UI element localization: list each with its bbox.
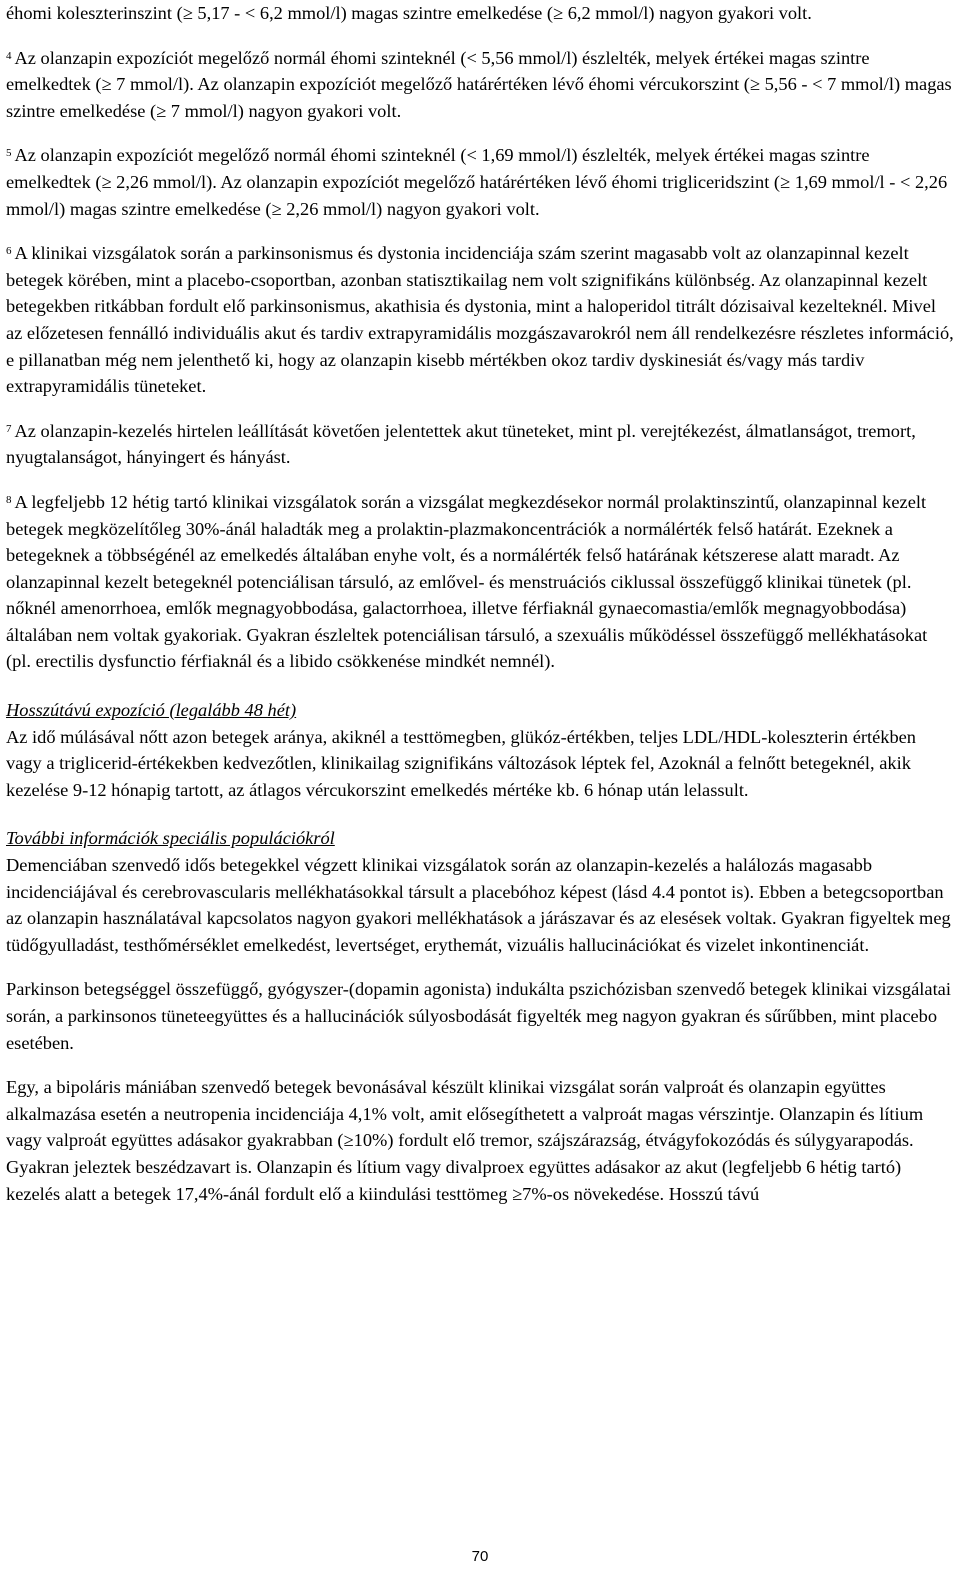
- footnote-5: [6, 142, 956, 222]
- spacer: [6, 222, 956, 240]
- spacer: [6, 1056, 956, 1074]
- spacer: [6, 958, 956, 976]
- footnote-8-text: A legfeljebb 12 hétig tartó klinikai vizsgálatok során a vizsgálat megkezdésekor normál prolaktinszintű, olanzapinnal kezelt betegek megközelítőleg 30%-ánál haladták meg a prolaktin-plazmakoncentrációk a normálérték felső határát. Ezeknek a betegeknek a többségénél az emelkedés általában enyhe volt, és a normálérték felső határának kétszerese alatt maradt. Az olanzapinnal kezelt betegeknél potenciálisan társuló, az emlővel- és menstruációs ciklussal összefüggő klinikai tünetek (pl. nőknél amenorrhoea, emlők megnagyobbodása, galactorrhoea, illetve férfiaknál gynaecomastia/emlők megnagyobbodása) általában nem voltak gyakoriak. Gyakran észleltek potenciálisan társuló, a szexuális működéssel összefüggő mellékhatásokat (pl. erectilis dysfunctio férfiaknál és a libido csökkenése mindkét nemnél).: [6, 491, 928, 672]
- section-heading-special-populations: További információk speciális populációkról: [6, 828, 335, 849]
- footnote-7-text: Az olanzapin-kezelés hirtelen leállítását követően jelentettek akut tüneteket, mint pl. verejtékezést, álmatlanságot, tremort, nyugtalanságot, hányingert és hányást.: [6, 420, 916, 468]
- paragraph-parkinson: Parkinson betegséggel összefüggő, gyógyszer-(dopamin agonista) indukálta pszichózisban szenvedő betegek klinikai vizsgálatai során, a parkinsonos tüneteegyüttes és a hallucinációk súlyosbodását figyelték meg nagyon gyakran és sűrűbben, mint placebo esetében.: [6, 979, 951, 1053]
- paragraph-long-term: Az idő múlásával nőtt azon betegek aránya, akiknél a testtömegben, glükóz-értékben, teljes LDL/HDL-koleszterin értékben vagy a triglicerid-értékekben kedvezőtlen, klinikailag szignifikáns változások léptek fel, Azoknál a felnőtt betegeknél, akik kezelése 9-12 hónapig tartott, az átlagos vércukorszint emelkedés mértéke kb. 6 hónap után lelassult.: [6, 726, 916, 800]
- footnote-7-marker: 7: [6, 422, 12, 435]
- paragraph-bipolar: Egy, a bipoláris mániában szenvedő betegek bevonásával készült klinikai vizsgálat során valproát és olanzapin együttes alkalmazása esetén a neutropenia incidenciája 4,1% volt, amit elősegíthetett a valproát magas vérszintje. Olanzapin és lítium vagy valproát együttes adásakor gyakrabban (≥10%) fordult elő tremor, szájszárazság, étvágyfokozódás és súlygyarapodás. Gyakran jeleztek beszédzavart is. Olanzapin és lítium vagy divalproex együttes adásakor az akut (legfeljebb 6 hétig tartó) kezelés alatt a betegek 17,4%-ánál fordult elő a kiindulási testtömeg ≥7%-os növekedése. Hosszú távú: [6, 1077, 924, 1204]
- footnote-6: [6, 240, 956, 400]
- footnote-6-text: A klinikai vizsgálatok során a parkinsonismus és dystonia incidenciája szám szerint magasabb volt az olanzapinnal kezelt betegek körében, mint a placebo-csoportban, azonban statisztikailag nem volt szignifikáns különbség. Az olanzapinnal kezelt betegekben ritkábban fordult elő parkinsonismus, akathisia és dystonia, mint a haloperidol titrált dózisaival kezelteknél. Mivel az előzetesen fennálló individuális akut és tardiv extrapyramidális mozgászavarokról nem áll rendelkezésre részletes információ, e pillanatban még nem jelenthető ki, hogy az olanzapin kisebb mértékben okoz tardiv dyskinesiát és/vagy más tardiv extrapyramidális tüneteket.: [6, 243, 954, 397]
- document-page: [6, 0, 956, 1207]
- paragraph-dementia: Demenciában szenvedő idős betegekkel végzett klinikai vizsgálatok során az olanzapin-kezelés a halálozás magasabb incidenciájával és cerebrovascularis mellékhatásokkal társult a placebóhoz képest (lásd 4.4 pontot is). Ebben a betegcsoportban az olanzapin használatával kapcsolatos nagyon gyakori mellékhatások a járászavar és az elesések voltak. Gyakran figyeltek meg tüdőgyulladást, testhőmérséklet emelkedést, levertséget, erythemát, vizuális hallucinációkat és vizelet inkontinenciát.: [6, 855, 951, 955]
- footnote-4: [6, 45, 956, 125]
- footnote-5-marker: 5: [6, 147, 12, 160]
- spacer: [6, 471, 956, 489]
- spacer: [6, 803, 956, 825]
- spacer: [6, 675, 956, 697]
- footnote-5-text: Az olanzapin expozíciót megelőző normál éhomi szinteknél (< 1,69 mmol/l) észlelték, melyek értékei magas szintre emelkedtek (≥ 2,26 mmol/l). Az olanzapin expozíciót megelőző határértéken lévő éhomi trigliceridszint (≥ 1,69 mmol/l - < 2,26 mmol/l) magas szintre emelkedése (≥ 2,26 mmol/l) nagyon gyakori volt.: [6, 145, 948, 219]
- spacer: [6, 400, 956, 418]
- spacer: [6, 124, 956, 142]
- footnote-6-marker: 6: [6, 245, 12, 258]
- page-number: 70: [471, 1548, 489, 1565]
- footnote-4-text: Az olanzapin expozíciót megelőző normál éhomi szinteknél (< 5,56 mmol/l) észlelték, melyek értékei magas szintre emelkedtek (≥ 7 mmol/l). Az olanzapin expozíciót megelőző határértéken lévő éhomi vércukorszint (≥ 5,56 - < 7 mmol/l) magas szintre emelkedése (≥ 7 mmol/l) nagyon gyakori volt.: [6, 47, 952, 121]
- footnote-8-marker: 8: [6, 493, 12, 506]
- footnote-7: [6, 418, 956, 471]
- section-heading-long-term: Hosszútávú expozíció (legalább 48 hét): [6, 700, 297, 721]
- footnote-4-marker: 4: [6, 49, 12, 62]
- spacer: [6, 27, 956, 45]
- paragraph-intro: éhomi koleszterinszint (≥ 5,17 - < 6,2 mmol/l) magas szintre emelkedése (≥ 6,2 mmol/l) nagyon gyakori volt.: [6, 3, 812, 23]
- footnote-8: [6, 489, 956, 675]
